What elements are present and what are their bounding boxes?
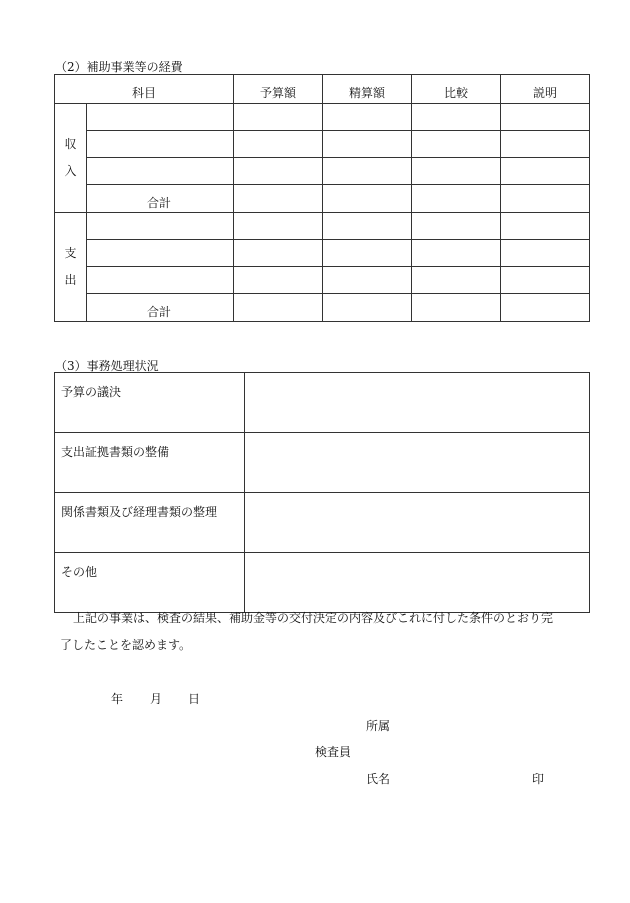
table-cell[interactable] <box>412 131 501 158</box>
date-month: 月 <box>150 692 163 706</box>
table-cell[interactable] <box>323 185 412 213</box>
income-total-label: 合計 <box>87 185 234 213</box>
table-cell[interactable] <box>501 158 590 185</box>
table-cell[interactable] <box>87 240 234 267</box>
table-cell[interactable] <box>501 294 590 322</box>
income-total-row <box>55 185 590 213</box>
table-cell[interactable] <box>323 240 412 267</box>
table-cell[interactable] <box>412 213 501 240</box>
table-row <box>55 213 590 240</box>
date-year: 年 <box>111 692 124 706</box>
table-header-row <box>55 75 590 104</box>
table-cell[interactable] <box>234 131 323 158</box>
status-label-other: その他 <box>55 553 245 613</box>
table-row <box>55 131 590 158</box>
income-label-2: 入 <box>64 164 77 178</box>
statement-line-2: 了したことを認めます。 <box>60 638 192 652</box>
statement-line-1: 上記の事業は、検査の結果、補助金等の交付決定の内容及びこれに付した条件のとおり完 <box>73 611 554 625</box>
status-value-cell[interactable] <box>245 493 590 553</box>
table-row <box>55 240 590 267</box>
header-subject: 科目 <box>55 75 234 104</box>
table-cell[interactable] <box>323 294 412 322</box>
expense-total-label: 合計 <box>87 294 234 322</box>
table-cell[interactable] <box>501 213 590 240</box>
expense-table <box>54 74 590 322</box>
expense-total-row <box>55 294 590 322</box>
table-row <box>55 158 590 185</box>
table-cell[interactable] <box>412 267 501 294</box>
table-cell[interactable] <box>234 104 323 131</box>
table-cell[interactable] <box>501 240 590 267</box>
header-explanation: 説明 <box>501 75 590 104</box>
status-table <box>54 372 590 613</box>
header-comparison: 比較 <box>412 75 501 104</box>
table-cell[interactable] <box>412 158 501 185</box>
status-value-cell[interactable] <box>245 553 590 613</box>
table-cell[interactable] <box>501 267 590 294</box>
expense-label-2: 出 <box>64 273 77 287</box>
header-budget: 予算額 <box>234 75 323 104</box>
header-settlement: 精算額 <box>323 75 412 104</box>
status-row <box>55 433 590 493</box>
table-cell[interactable] <box>234 185 323 213</box>
seal-label: 印 <box>532 772 545 786</box>
income-category <box>55 104 87 213</box>
status-label-accounting-documents: 関係書類及び経理書類の整理 <box>55 493 245 553</box>
table-cell[interactable] <box>323 213 412 240</box>
name-label: 氏名 <box>366 772 391 786</box>
table-cell[interactable] <box>87 213 234 240</box>
expense-label-1: 支 <box>64 246 77 260</box>
status-row <box>55 553 590 613</box>
status-label-budget-resolution: 予算の議決 <box>55 373 245 433</box>
table-cell[interactable] <box>234 267 323 294</box>
table-cell[interactable] <box>412 185 501 213</box>
date-day: 日 <box>188 692 201 706</box>
table-cell[interactable] <box>412 294 501 322</box>
table-cell[interactable] <box>234 158 323 185</box>
table-cell[interactable] <box>234 294 323 322</box>
affiliation-label: 所属 <box>366 719 391 733</box>
table-cell[interactable] <box>234 213 323 240</box>
table-cell[interactable] <box>323 158 412 185</box>
table-row <box>55 104 590 131</box>
table-cell[interactable] <box>87 104 234 131</box>
status-row <box>55 373 590 433</box>
section2-title: （2）補助事業等の経費 <box>55 60 183 74</box>
status-row <box>55 493 590 553</box>
status-value-cell[interactable] <box>245 373 590 433</box>
table-cell[interactable] <box>87 131 234 158</box>
section3-title: （3）事務処理状況 <box>55 359 159 373</box>
status-label-expense-documents: 支出証拠書類の整備 <box>55 433 245 493</box>
table-cell[interactable] <box>323 267 412 294</box>
table-cell[interactable] <box>234 240 323 267</box>
table-cell[interactable] <box>323 104 412 131</box>
table-cell[interactable] <box>87 158 234 185</box>
table-cell[interactable] <box>412 240 501 267</box>
table-row <box>55 267 590 294</box>
table-cell[interactable] <box>501 185 590 213</box>
table-cell[interactable] <box>323 131 412 158</box>
table-cell[interactable] <box>87 267 234 294</box>
table-cell[interactable] <box>501 131 590 158</box>
table-cell[interactable] <box>501 104 590 131</box>
income-label-1: 収 <box>64 137 77 151</box>
inspector-label: 検査員 <box>315 745 352 759</box>
expense-category <box>55 213 87 322</box>
table-cell[interactable] <box>412 104 501 131</box>
status-value-cell[interactable] <box>245 433 590 493</box>
